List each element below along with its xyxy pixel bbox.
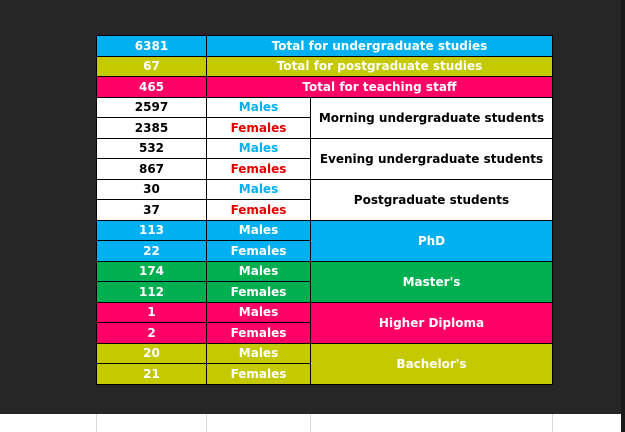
cell-bachelors-males-label[interactable]: Males	[207, 343, 311, 364]
cell-teaching-staff-total[interactable]: 465	[97, 77, 207, 98]
cell-postgraduate-males-label[interactable]: Males	[207, 179, 311, 200]
cell-masters-males-label[interactable]: Males	[207, 261, 311, 282]
cell-evening-females-count[interactable]: 867	[97, 159, 207, 180]
group-row-masters-males	[97, 261, 553, 282]
cell-bachelors-females-count[interactable]: 21	[97, 364, 207, 385]
cell-bachelors-females-label[interactable]: Females	[207, 364, 311, 385]
summary-row-teaching-staff	[97, 77, 553, 98]
cell-evening-group-label[interactable]: Evening undergraduate students	[311, 138, 553, 179]
cell-teaching-staff-total-label[interactable]: Total for teaching staff	[207, 77, 553, 98]
cell-phd-males-label[interactable]: Males	[207, 220, 311, 241]
cell-postgraduate-group-label[interactable]: Postgraduate students	[311, 179, 553, 220]
cell-undergraduate-total[interactable]: 6381	[97, 36, 207, 57]
spreadsheet-grid-strip	[0, 414, 625, 432]
cell-masters-females-label[interactable]: Females	[207, 282, 311, 303]
cell-undergraduate-total-label[interactable]: Total for undergraduate studies	[207, 36, 553, 57]
statistics-table	[96, 35, 553, 385]
cell-higher-diploma-females-count[interactable]: 2	[97, 323, 207, 344]
cell-bachelors-group-label[interactable]: Bachelor's	[311, 343, 553, 384]
cell-postgraduate-males-count[interactable]: 30	[97, 179, 207, 200]
window-edge	[621, 0, 625, 432]
gridline	[206, 414, 207, 432]
cell-morning-females-label[interactable]: Females	[207, 118, 311, 139]
group-row-phd-males	[97, 220, 553, 241]
group-row-morning-males	[97, 97, 553, 118]
cell-morning-males-label[interactable]: Males	[207, 97, 311, 118]
cell-masters-group-label[interactable]: Master's	[311, 261, 553, 302]
group-row-evening-males	[97, 138, 553, 159]
cell-phd-females-count[interactable]: 22	[97, 241, 207, 262]
gridline	[552, 414, 553, 432]
gridline	[310, 414, 311, 432]
cell-bachelors-males-count[interactable]: 20	[97, 343, 207, 364]
summary-row-postgraduate	[97, 56, 553, 77]
cell-morning-group-label[interactable]: Morning undergraduate students	[311, 97, 553, 138]
cell-evening-males-count[interactable]: 532	[97, 138, 207, 159]
cell-higher-diploma-males-count[interactable]: 1	[97, 302, 207, 323]
cell-evening-males-label[interactable]: Males	[207, 138, 311, 159]
cell-higher-diploma-males-label[interactable]: Males	[207, 302, 311, 323]
cell-higher-diploma-group-label[interactable]: Higher Diploma	[311, 302, 553, 343]
summary-row-undergraduate	[97, 36, 553, 57]
cell-evening-females-label[interactable]: Females	[207, 159, 311, 180]
cell-masters-males-count[interactable]: 174	[97, 261, 207, 282]
group-row-bachelors-males	[97, 343, 553, 364]
cell-phd-males-count[interactable]: 113	[97, 220, 207, 241]
cell-postgraduate-females-label[interactable]: Females	[207, 200, 311, 221]
cell-morning-males-count[interactable]: 2597	[97, 97, 207, 118]
cell-masters-females-count[interactable]: 112	[97, 282, 207, 303]
cell-postgraduate-total-label[interactable]: Total for postgraduate studies	[207, 56, 553, 77]
group-row-postgraduate-males	[97, 179, 553, 200]
gridline	[96, 414, 97, 432]
group-row-higher-diploma-males	[97, 302, 553, 323]
cell-phd-group-label[interactable]: PhD	[311, 220, 553, 261]
cell-higher-diploma-females-label[interactable]: Females	[207, 323, 311, 344]
cell-phd-females-label[interactable]: Females	[207, 241, 311, 262]
cell-postgraduate-total[interactable]: 67	[97, 56, 207, 77]
cell-postgraduate-females-count[interactable]: 37	[97, 200, 207, 221]
cell-morning-females-count[interactable]: 2385	[97, 118, 207, 139]
